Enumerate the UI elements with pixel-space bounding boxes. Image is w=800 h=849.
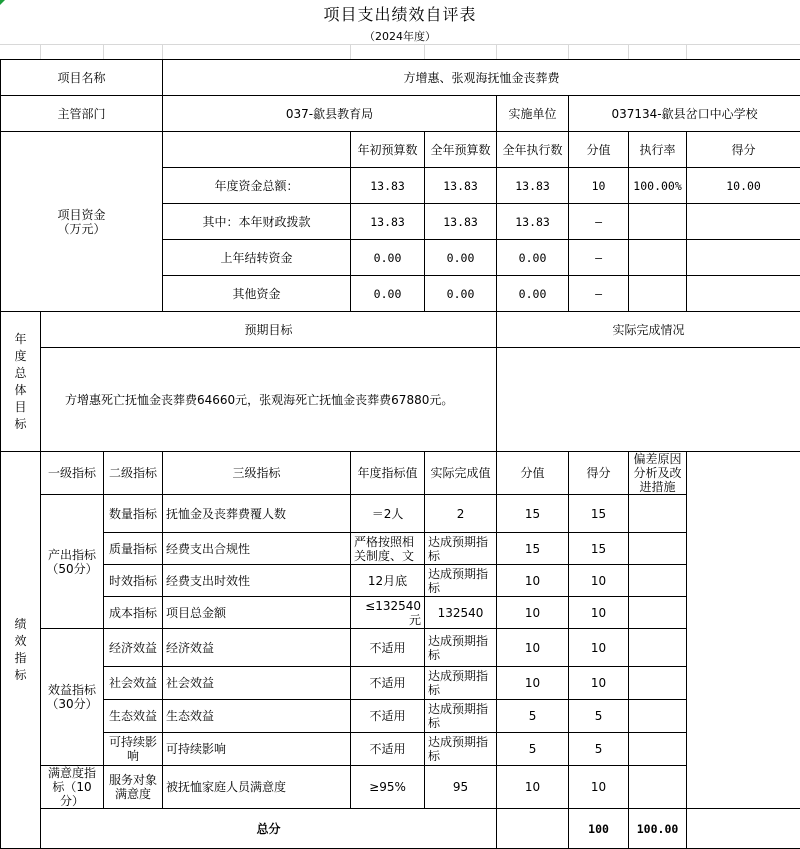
target-cell[interactable]: ≥95% [351,766,425,809]
remark-cell[interactable] [629,733,687,766]
funds-row-label: 其他资金 [163,276,351,312]
score-value-cell[interactable]: 5 [497,733,569,766]
funds-initial[interactable]: 13.83 [351,168,425,204]
level2-cell: 数量指标 [104,495,163,533]
level3-cell: 经济效益 [163,629,351,667]
actual-cell[interactable]: 达成预期指标 [425,700,497,733]
remark-cell[interactable] [629,533,687,565]
score-cell[interactable]: 15 [569,533,629,565]
score-value-cell[interactable]: 10 [497,766,569,809]
col-annual-budget: 全年预算数 [425,132,497,168]
level2-cell: 社会效益 [104,667,163,700]
indicator-row [1,565,800,597]
score-value-cell[interactable]: 10 [497,565,569,597]
level1-satisfaction: 满意度指标（10分） [41,766,104,809]
self-evaluation-table [0,59,800,849]
funds-rate[interactable] [629,204,687,240]
page-title: 项目支出绩效自评表 [0,0,800,30]
col-score: 得分 [687,132,800,168]
funds-score-value[interactable]: — [569,204,629,240]
level3-cell: 社会效益 [163,667,351,700]
funds-row-label: 上年结转资金 [163,240,351,276]
indicator-row [1,629,800,667]
col-perf-score: 得分 [569,452,629,495]
project-name-row [1,60,800,96]
funds-annual[interactable]: 13.83 [425,204,497,240]
indicator-row [1,667,800,700]
funds-executed[interactable]: 0.00 [497,240,569,276]
dept-value[interactable]: 037-歙县教育局 [163,96,497,132]
total-blank [497,809,569,849]
funds-label-line1: 项目资金 [4,208,159,222]
col-execution-rate: 执行率 [629,132,687,168]
goals-header-row [1,312,800,348]
actual-cell[interactable]: 达成预期指标 [425,533,497,565]
project-name-value[interactable]: 方增惠、张观海抚恤金丧葬费 [163,60,800,96]
indicator-row [1,597,800,629]
page-subtitle: （2024年度） [0,30,800,44]
funds-row-label: 其中：本年财政拨款 [163,204,351,240]
remark-cell[interactable] [629,629,687,667]
actual-cell[interactable]: 达成预期指标 [425,629,497,667]
col-level3: 三级指标 [163,452,351,495]
unit-value[interactable]: 037134-歙县岔口中心学校 [569,96,800,132]
perf-header-row [1,452,800,495]
unit-label: 实施单位 [497,96,569,132]
score-value-cell[interactable]: 10 [497,667,569,700]
total-row [1,809,800,849]
score-cell[interactable]: 15 [569,495,629,533]
score-value-cell[interactable]: 15 [497,495,569,533]
actual-cell[interactable]: 95 [425,766,497,809]
col-level2: 二级指标 [104,452,163,495]
level3-cell: 被抚恤家庭人员满意度 [163,766,351,809]
total-score[interactable]: 100.00 [629,809,687,849]
score-value-cell[interactable]: 10 [497,629,569,667]
level3-cell: 项目总金额 [163,597,351,629]
indicator-row [1,495,800,533]
total-score-value[interactable]: 100 [569,809,629,849]
expected-goal-text[interactable]: 方增惠死亡抚恤金丧葬费64660元，张观海死亡抚恤金丧葬费67880元。 [41,348,497,452]
funds-score[interactable] [687,240,800,276]
target-cell[interactable]: 不适用 [351,700,425,733]
actual-cell[interactable]: 达成预期指标 [425,667,497,700]
level2-cell: 成本指标 [104,597,163,629]
funds-annual[interactable]: 0.00 [425,240,497,276]
level2-cell: 经济效益 [104,629,163,667]
col-perf-score-value: 分值 [497,452,569,495]
funds-rate[interactable] [629,276,687,312]
actual-cell[interactable]: 2 [425,495,497,533]
level2-cell: 质量指标 [104,533,163,565]
total-remark [687,809,800,849]
score-value-cell[interactable]: 10 [497,597,569,629]
target-cell[interactable]: 不适用 [351,733,425,766]
target-cell[interactable]: 严格按照相关制度、文 [351,533,425,565]
perf-side-text: 绩效指标 [14,616,28,684]
score-cell[interactable]: 10 [569,629,629,667]
funds-initial[interactable]: 0.00 [351,276,425,312]
actual-completion-text[interactable] [497,348,800,452]
level2-cell: 时效指标 [104,565,163,597]
indicator-row [1,533,800,565]
level3-cell: 经费支出合规性 [163,533,351,565]
funds-initial[interactable]: 0.00 [351,240,425,276]
level2-cell: 服务对象满意度 [104,766,163,809]
dept-label: 主管部门 [1,96,163,132]
level3-cell: 抚恤金及丧葬费覆人数 [163,495,351,533]
score-cell[interactable]: 10 [569,565,629,597]
score-value-cell[interactable]: 15 [497,533,569,565]
col-deviation-analysis: 偏差原因分析及改进措施 [629,452,687,495]
score-cell[interactable]: 10 [569,597,629,629]
funds-initial[interactable]: 13.83 [351,204,425,240]
funds-rate[interactable] [629,240,687,276]
funds-executed[interactable]: 13.83 [497,204,569,240]
funds-label-line2: （万元） [4,222,159,236]
project-name-label: 项目名称 [1,60,163,96]
level2-cell: 生态效益 [104,700,163,733]
level3-cell: 生态效益 [163,700,351,733]
col-annual-target: 年度指标值 [351,452,425,495]
funds-score[interactable] [687,276,800,312]
actual-cell[interactable]: 达成预期指标 [425,733,497,766]
score-cell[interactable]: 10 [569,766,629,809]
funds-score[interactable] [687,204,800,240]
actual-cell[interactable]: 132540 [425,597,497,629]
funds-executed[interactable]: 13.83 [497,168,569,204]
level3-cell: 经费支出时效性 [163,565,351,597]
score-cell[interactable]: 10 [569,667,629,700]
funds-score-value[interactable]: — [569,240,629,276]
funds-score-value[interactable]: 10 [569,168,629,204]
col-annual-executed: 全年执行数 [497,132,569,168]
indicator-row [1,700,800,733]
col-actual-value: 实际完成值 [425,452,497,495]
funds-score-value[interactable]: — [569,276,629,312]
col-level1: 一级指标 [41,452,104,495]
indicator-row [1,766,800,809]
perf-side-label [1,452,41,849]
remark-cell[interactable] [629,495,687,533]
remark-cell[interactable] [629,700,687,733]
expected-goal-label: 预期目标 [41,312,497,348]
level1-output: 产出指标（50分） [41,495,104,629]
indicator-row [1,733,800,766]
funds-executed[interactable]: 0.00 [497,276,569,312]
funds-score[interactable]: 10.00 [687,168,800,204]
remark-cell[interactable] [629,597,687,629]
funds-annual[interactable]: 0.00 [425,276,497,312]
target-cell[interactable]: ≤132540元 [351,597,425,629]
target-cell[interactable]: ＝2人 [351,495,425,533]
funds-rate[interactable]: 100.00% [629,168,687,204]
dept-row [1,96,800,132]
funds-header-blank [163,132,351,168]
funds-label [1,132,163,312]
remark-cell[interactable] [629,667,687,700]
actual-cell[interactable]: 达成预期指标 [425,565,497,597]
funds-header-row [1,132,800,168]
target-cell[interactable]: 不适用 [351,629,425,667]
col-initial-budget: 年初预算数 [351,132,425,168]
level1-benefit: 效益指标（30分） [41,629,104,766]
score-cell[interactable]: 5 [569,700,629,733]
total-label: 总分 [41,809,497,849]
goals-side-label [1,312,41,452]
funds-row-label: 年度资金总额： [163,168,351,204]
actual-completion-label: 实际完成情况 [497,312,800,348]
remark-cell[interactable] [629,766,687,809]
target-cell[interactable]: 不适用 [351,667,425,700]
target-cell[interactable]: 12月底 [351,565,425,597]
goals-side-text: 年度总体目标 [14,331,28,433]
score-cell[interactable]: 5 [569,733,629,766]
col-score-value: 分值 [569,132,629,168]
remark-cell[interactable] [629,565,687,597]
score-value-cell[interactable]: 5 [497,700,569,733]
level3-cell: 可持续影响 [163,733,351,766]
goals-content-row [1,348,800,452]
level2-cell: 可持续影响 [104,733,163,766]
funds-annual[interactable]: 13.83 [425,168,497,204]
